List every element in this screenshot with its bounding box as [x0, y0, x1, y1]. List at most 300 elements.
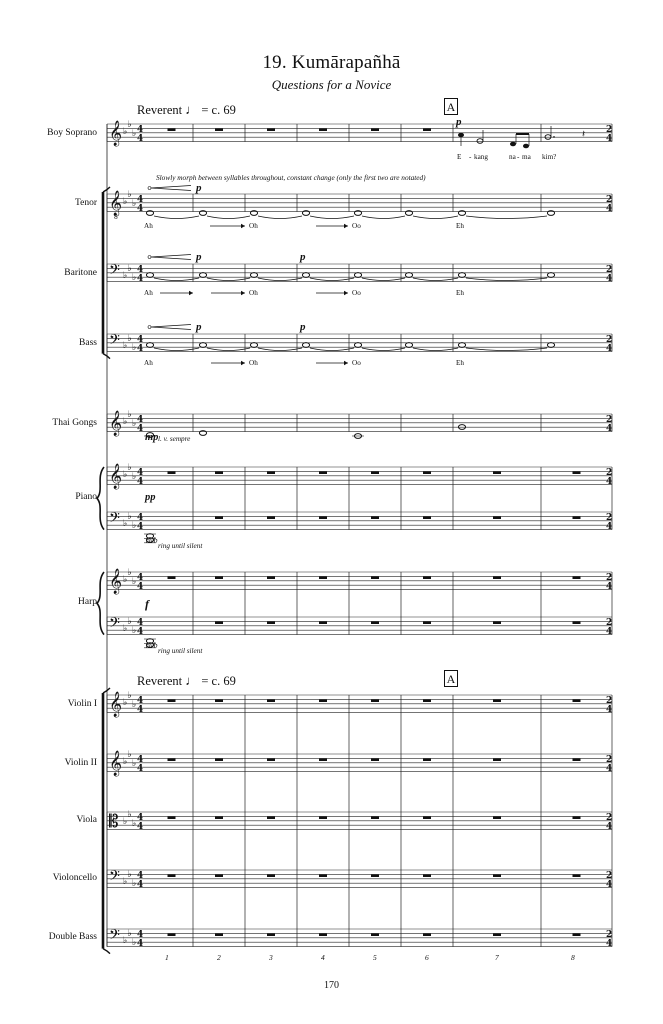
whole-rest [573, 621, 581, 624]
tie [362, 216, 405, 219]
flat-icon: ♭ [123, 698, 128, 708]
whole-note [146, 343, 153, 348]
flat-icon: ♭ [132, 759, 137, 769]
whole-rest [493, 516, 501, 519]
niente-circle [148, 326, 151, 329]
tempo-label: Reverent [137, 103, 183, 117]
whole-rest [215, 576, 223, 579]
quarter-rest-icon: 𝄽 [582, 129, 586, 140]
tempo-marking-strings [137, 673, 236, 689]
baritone-vowel: Eh [456, 289, 464, 297]
whole-rest [371, 621, 379, 624]
tie [207, 348, 250, 351]
whole-rest [573, 874, 581, 877]
time-signature-top: 2 [606, 696, 613, 706]
bass-vowel: Oo [352, 359, 361, 367]
flat-icon: ♭ [127, 870, 132, 880]
time-signature-bottom: 4 [137, 274, 144, 284]
whole-rest [423, 758, 431, 761]
bass-clef-icon: 𝄢 [109, 262, 120, 282]
time-signature-top: 4 [137, 125, 144, 135]
bass-clef-icon: 𝄢 [109, 510, 120, 530]
crescendo-hairpin [151, 186, 191, 191]
flat-icon: ♭ [132, 577, 137, 587]
flat-icon: ♭ [123, 197, 128, 207]
tie [310, 216, 354, 219]
whole-rest [423, 516, 431, 519]
bass-clef-icon: 𝄢 [109, 927, 120, 947]
whole-note [354, 273, 361, 278]
lyric-hyphen: - [469, 153, 472, 161]
tenor-vowel: Oo [352, 222, 361, 230]
whole-rest [168, 816, 176, 819]
treble8-clef-icon: 𝄞 [109, 191, 123, 216]
tie [413, 348, 458, 351]
whole-rest [168, 874, 176, 877]
whole-rest [573, 471, 581, 474]
eighth-note [523, 144, 529, 149]
time-signature-bottom: 4 [137, 522, 144, 532]
flat-icon: ♭ [127, 568, 132, 578]
dynamic-gongs: mp [145, 432, 159, 443]
piano-brace [97, 467, 104, 530]
whole-rest [319, 576, 327, 579]
measure-number: 4 [321, 953, 325, 962]
vowel-arrow-head [344, 291, 348, 295]
time-signature-bottom: 4 [137, 424, 144, 434]
flat-icon: ♭ [132, 472, 137, 482]
whole-rest [423, 874, 431, 877]
quarter-note-icon: ♩ [185, 102, 199, 117]
whole-rest [371, 471, 379, 474]
whole-rest [371, 816, 379, 819]
flat-icon: ♭ [132, 819, 137, 829]
whole-rest [423, 699, 431, 702]
whole-rest [267, 816, 275, 819]
time-signature-top: 4 [137, 468, 144, 478]
tie [154, 216, 199, 219]
vowel-arrow-head [344, 361, 348, 365]
flat-icon: ♭ [123, 519, 128, 529]
time-signature-top: 4 [137, 195, 144, 205]
tempo-label: Reverent [137, 674, 183, 688]
piano-ottava: 8vb [146, 536, 158, 545]
lyric-syllable: kang [474, 153, 488, 161]
treble-clef-icon: 𝄞 [109, 121, 123, 146]
instrument-boy-soprano: Boy Soprano [47, 128, 97, 138]
whole-rest [319, 933, 327, 936]
time-signature-top: 2 [606, 195, 613, 205]
time-signature-top: 4 [137, 573, 144, 583]
whole-rest [423, 128, 431, 131]
flat-icon: ♭ [123, 575, 128, 585]
tie [207, 216, 250, 219]
whole-rest [371, 576, 379, 579]
dynamic-bass-1: p [196, 321, 202, 333]
tie [154, 348, 199, 351]
whole-rest [423, 471, 431, 474]
whole-rest [215, 874, 223, 877]
whole-rest [215, 933, 223, 936]
lyric-syllable: E [457, 153, 462, 161]
whole-note [547, 343, 554, 348]
time-signature-top: 4 [137, 696, 144, 706]
vowel-arrow-head [241, 361, 245, 365]
time-signature-top: 4 [137, 618, 144, 628]
flat-icon: ♭ [132, 626, 137, 636]
time-signature-bottom: 4 [137, 582, 144, 592]
flat-icon: ♭ [127, 810, 132, 820]
time-signature-bottom: 4 [137, 134, 144, 144]
tenor-vowel: Ah [144, 222, 153, 230]
whole-rest [267, 874, 275, 877]
whole-rest [573, 933, 581, 936]
whole-rest [267, 516, 275, 519]
time-signature-bottom: 4 [137, 627, 144, 637]
whole-rest [423, 933, 431, 936]
flat-icon: ♭ [123, 470, 128, 480]
treble-clef-icon: 𝄞 [109, 692, 123, 717]
strings-bracket-bottom [103, 949, 110, 954]
lyric-hyphen: - [517, 153, 520, 161]
tie [413, 278, 458, 281]
bass-vowel: Ah [144, 359, 153, 367]
flat-icon: ♭ [127, 512, 132, 522]
piano-ring-text: ring until silent [158, 542, 203, 550]
time-signature-bottom: 4 [606, 134, 613, 144]
measure-number: 2 [217, 953, 221, 962]
whole-rest [573, 576, 581, 579]
page-number: 170 [324, 980, 339, 991]
instrument-cello: Violoncello [52, 873, 97, 883]
whole-rest [493, 621, 501, 624]
instrument-viola: Viola [76, 815, 97, 825]
harp-ottava: 8vb [146, 641, 158, 650]
dynamic-baritone-2: p [300, 251, 306, 263]
time-signature-bottom: 4 [606, 344, 613, 354]
time-signature-top: 4 [137, 335, 144, 345]
gongs-lv-text: l. v. sempre [158, 435, 191, 443]
whole-rest [493, 576, 501, 579]
flat-icon: ♭ [127, 264, 132, 274]
whole-note [302, 273, 309, 278]
time-signature-bottom: 4 [137, 939, 144, 949]
bass-clef-icon: 𝄢 [109, 332, 120, 352]
tie [207, 278, 250, 281]
whole-note [250, 343, 257, 348]
whole-rest [319, 758, 327, 761]
crescendo-hairpin [151, 325, 191, 330]
crescendo-hairpin [151, 255, 191, 260]
time-signature-bottom: 4 [137, 204, 144, 214]
whole-rest [267, 621, 275, 624]
niente-circle [148, 256, 151, 259]
flat-icon: ♭ [127, 334, 132, 344]
dynamic-harp: f [145, 597, 149, 611]
choir-instruction: Slowly morph between syllables throughout, constant change (only the first two are notated) [156, 173, 426, 182]
whole-note [458, 343, 465, 348]
tie [362, 348, 405, 351]
baritone-vowel: Oh [249, 289, 258, 297]
treble-clef-icon: 𝄞 [109, 751, 123, 776]
whole-rest [319, 128, 327, 131]
whole-rest [371, 128, 379, 131]
bass-clef-icon: 𝄢 [109, 615, 120, 635]
whole-rest [319, 874, 327, 877]
time-signature-top: 2 [606, 618, 613, 628]
tie [466, 348, 547, 351]
time-signature-top: 2 [606, 415, 613, 425]
tie [310, 278, 354, 281]
whole-rest [573, 699, 581, 702]
whole-rest [573, 816, 581, 819]
tie [310, 348, 354, 351]
whole-rest [168, 758, 176, 761]
bass-vowel: Oh [249, 359, 258, 367]
instrument-harp: Harp [78, 597, 97, 607]
whole-rest [168, 128, 176, 131]
time-signature-bottom: 4 [606, 582, 613, 592]
time-signature-bottom: 4 [606, 522, 613, 532]
whole-rest [319, 471, 327, 474]
flat-icon: ♭ [127, 617, 132, 627]
tie [466, 278, 547, 281]
baritone-vowel: Ah [144, 289, 153, 297]
whole-rest [168, 576, 176, 579]
quarter-note-icon: ♩ [185, 673, 199, 688]
instrument-violin-2: Violin II [64, 758, 97, 768]
whole-rest [493, 699, 501, 702]
tie [466, 216, 547, 219]
time-signature-top: 2 [606, 125, 613, 135]
vowel-arrow-head [189, 291, 193, 295]
flat-icon: ♭ [123, 417, 128, 427]
whole-rest [267, 471, 275, 474]
tie [258, 216, 302, 219]
time-signature-top: 4 [137, 871, 144, 881]
time-signature-bottom: 4 [137, 477, 144, 487]
whole-rest [423, 816, 431, 819]
flat-icon: ♭ [132, 700, 137, 710]
time-signature-top: 2 [606, 468, 613, 478]
time-signature-bottom: 4 [137, 344, 144, 354]
flat-icon: ♭ [123, 936, 128, 946]
time-signature-top: 4 [137, 755, 144, 765]
flat-icon: ♭ [123, 757, 128, 767]
flat-icon: ♭ [132, 419, 137, 429]
time-signature-bottom: 4 [137, 764, 144, 774]
time-signature-top: 4 [137, 930, 144, 940]
bass-vowel: Eh [456, 359, 464, 367]
whole-note [199, 343, 206, 348]
choir-bracket-bottom [103, 354, 110, 359]
eighth-note [510, 142, 516, 147]
measure-number: 8 [571, 953, 575, 962]
vowel-arrow-head [241, 224, 245, 228]
whole-rest [168, 933, 176, 936]
time-signature-top: 4 [137, 813, 144, 823]
augmentation-dot [553, 136, 555, 138]
time-signature-bottom: 4 [137, 880, 144, 890]
whole-rest [215, 699, 223, 702]
whole-note [199, 273, 206, 278]
time-signature-bottom: 4 [606, 705, 613, 715]
time-signature-bottom: 4 [606, 424, 613, 434]
vowel-arrow-head [241, 291, 245, 295]
whole-rest [168, 471, 176, 474]
whole-note [458, 273, 465, 278]
whole-rest [215, 758, 223, 761]
measure-number: 1 [165, 953, 169, 962]
half-note [477, 139, 483, 144]
measure-number: 3 [269, 953, 273, 962]
flat-icon: ♭ [132, 879, 137, 889]
niente-circle [148, 187, 151, 190]
whole-rest [215, 621, 223, 624]
whole-rest [371, 516, 379, 519]
flat-icon: ♭ [132, 273, 137, 283]
time-signature-top: 2 [606, 513, 613, 523]
rehearsal-mark-strings: A [444, 670, 458, 687]
time-signature-bottom: 4 [606, 939, 613, 949]
piece-title: 19. Kumārapañhā [262, 52, 401, 73]
lyric-syllable: kim? [542, 153, 557, 161]
rehearsal-mark-top: A [444, 98, 458, 115]
tempo-value: = c. 69 [201, 103, 236, 117]
baritone-vowel: Oo [352, 289, 361, 297]
flat-icon: ♭ [123, 271, 128, 281]
instrument-bass: Bass [79, 338, 97, 348]
flat-icon: ♭ [127, 691, 132, 701]
flat-icon: ♭ [123, 127, 128, 137]
tie [154, 278, 199, 281]
time-signature-bottom: 4 [137, 822, 144, 832]
treble-clef-icon: 𝄞 [109, 569, 123, 594]
time-signature-top: 2 [606, 755, 613, 765]
lyric-syllable: na [509, 153, 516, 161]
whole-rest [215, 471, 223, 474]
whole-rest [573, 758, 581, 761]
octave-marker: 8 [114, 214, 118, 221]
whole-rest [493, 816, 501, 819]
time-signature-top: 2 [606, 573, 613, 583]
tie [413, 216, 458, 219]
flat-icon: ♭ [132, 129, 137, 139]
time-signature-bottom: 4 [606, 627, 613, 637]
whole-rest [267, 699, 275, 702]
instrument-baritone: Baritone [64, 268, 97, 278]
whole-rest [423, 621, 431, 624]
whole-rest [319, 621, 327, 624]
instrument-violin-1: Violin I [67, 699, 97, 709]
measure-number: 6 [425, 953, 429, 962]
whole-rest [168, 699, 176, 702]
flat-icon: ♭ [132, 521, 137, 531]
tie [258, 278, 302, 281]
whole-rest [573, 516, 581, 519]
whole-note [250, 273, 257, 278]
whole-rest [215, 128, 223, 131]
whole-rest [371, 933, 379, 936]
whole-rest [371, 699, 379, 702]
flat-icon: ♭ [123, 877, 128, 887]
whole-rest [319, 699, 327, 702]
time-signature-bottom: 4 [137, 705, 144, 715]
time-signature-bottom: 4 [606, 764, 613, 774]
tempo-value: = c. 69 [201, 674, 236, 688]
whole-rest [371, 758, 379, 761]
flat-icon: ♭ [123, 624, 128, 634]
tie [362, 278, 405, 281]
whole-note [405, 273, 412, 278]
whole-note [146, 273, 153, 278]
whole-rest [215, 516, 223, 519]
dynamic-boy-soprano: p [456, 116, 462, 128]
time-signature-bottom: 4 [606, 822, 613, 832]
flat-icon: ♭ [132, 343, 137, 353]
vowel-arrow-head [344, 224, 348, 228]
tie [258, 348, 302, 351]
whole-rest [371, 874, 379, 877]
whole-rest [319, 516, 327, 519]
harp-brace [97, 572, 104, 635]
time-signature-top: 4 [137, 415, 144, 425]
treble-clef-icon: 𝄞 [109, 411, 123, 436]
measure-number: 7 [495, 953, 499, 962]
measure-number: 5 [373, 953, 377, 962]
whole-rest [423, 576, 431, 579]
time-signature-bottom: 4 [606, 204, 613, 214]
bass-clef-icon: 𝄢 [109, 868, 120, 888]
whole-rest [267, 128, 275, 131]
alto-clef-icon: 𝄡 [109, 812, 119, 832]
dynamic-baritone-1: p [196, 251, 202, 263]
time-signature-top: 4 [137, 513, 144, 523]
flat-icon: ♭ [127, 463, 132, 473]
tenor-vowel: Eh [456, 222, 464, 230]
flat-icon: ♭ [127, 929, 132, 939]
flat-icon: ♭ [127, 120, 132, 130]
flat-icon: ♭ [132, 938, 137, 948]
whole-rest [493, 874, 501, 877]
tenor-vowel: Oh [249, 222, 258, 230]
whole-note [547, 273, 554, 278]
whole-rest [493, 758, 501, 761]
treble-clef-icon: 𝄞 [109, 464, 123, 489]
whole-rest [319, 816, 327, 819]
time-signature-top: 2 [606, 335, 613, 345]
whole-rest [267, 933, 275, 936]
whole-note [405, 343, 412, 348]
time-signature-top: 2 [606, 871, 613, 881]
time-signature-top: 2 [606, 813, 613, 823]
flat-icon: ♭ [123, 817, 128, 827]
instrument-thai-gongs: Thai Gongs [52, 418, 97, 428]
whole-rest [493, 933, 501, 936]
tempo-marking-top [137, 102, 236, 118]
flat-icon: ♭ [127, 190, 132, 200]
lyric-syllable: ma [522, 153, 531, 161]
time-signature-bottom: 4 [606, 880, 613, 890]
whole-note [302, 343, 309, 348]
time-signature-bottom: 4 [606, 274, 613, 284]
instrument-tenor: Tenor [74, 198, 97, 208]
whole-rest [493, 471, 501, 474]
harp-ring-text: ring until silent [158, 647, 203, 655]
time-signature-top: 2 [606, 265, 613, 275]
whole-rest [267, 576, 275, 579]
dynamic-bass-2: p [300, 321, 306, 333]
